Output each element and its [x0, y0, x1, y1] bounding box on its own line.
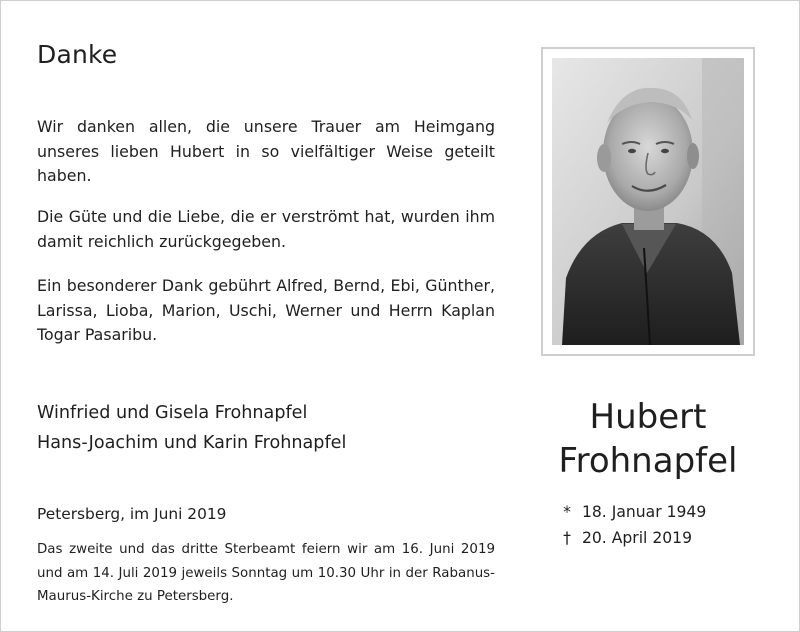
kindness-paragraph: Die Güte und die Liebe, die er verströmt hat, wurden ihm damit reichlich zurückgegeben. [37, 207, 495, 251]
cross-icon: † [563, 529, 571, 547]
portrait-frame [541, 47, 755, 356]
first-name: Hubert [589, 397, 707, 437]
family-signatures [37, 398, 346, 458]
service-note: Das zweite und das dritte Sterbeamt feiern wir am 16. Juni 2019 und am 14. Juli 2019 jeweils Sonntag um 10.30 Uhr in der Rabanus-Maurus-Kirche zu Petersberg. [37, 542, 495, 604]
life-dates [557, 499, 706, 551]
family-line: Hans-Joachim und Karin Frohnapfel [37, 433, 347, 453]
portrait-photo [552, 58, 744, 345]
special-thanks-paragraph: Ein besonderer Dank gebührt Alfred, Bernd, Ebi, Günther, Larissa, Lioba, Marion, Uschi, Werner und Herrn Kaplan Togar Pasaribu. [37, 276, 495, 344]
family-line: Winfried und Gisela Frohnapfel [37, 403, 308, 423]
birth-date: 18. Januar 1949 [581, 503, 707, 521]
deceased-name [541, 395, 755, 483]
birth-symbol: * [563, 503, 571, 521]
heading: Danke [37, 40, 118, 69]
birth-row [557, 499, 706, 525]
thanks-paragraph: Wir danken allen, die unsere Trauer am Heimgang unseres lieben Hubert in so vielfältiger Weise geteilt haben. [37, 117, 495, 185]
death-row [557, 525, 706, 551]
place-date: Petersberg, im Juni 2019 [37, 505, 227, 523]
death-date: 20. April 2019 [581, 529, 693, 547]
last-name: Frohnapfel [558, 441, 738, 481]
